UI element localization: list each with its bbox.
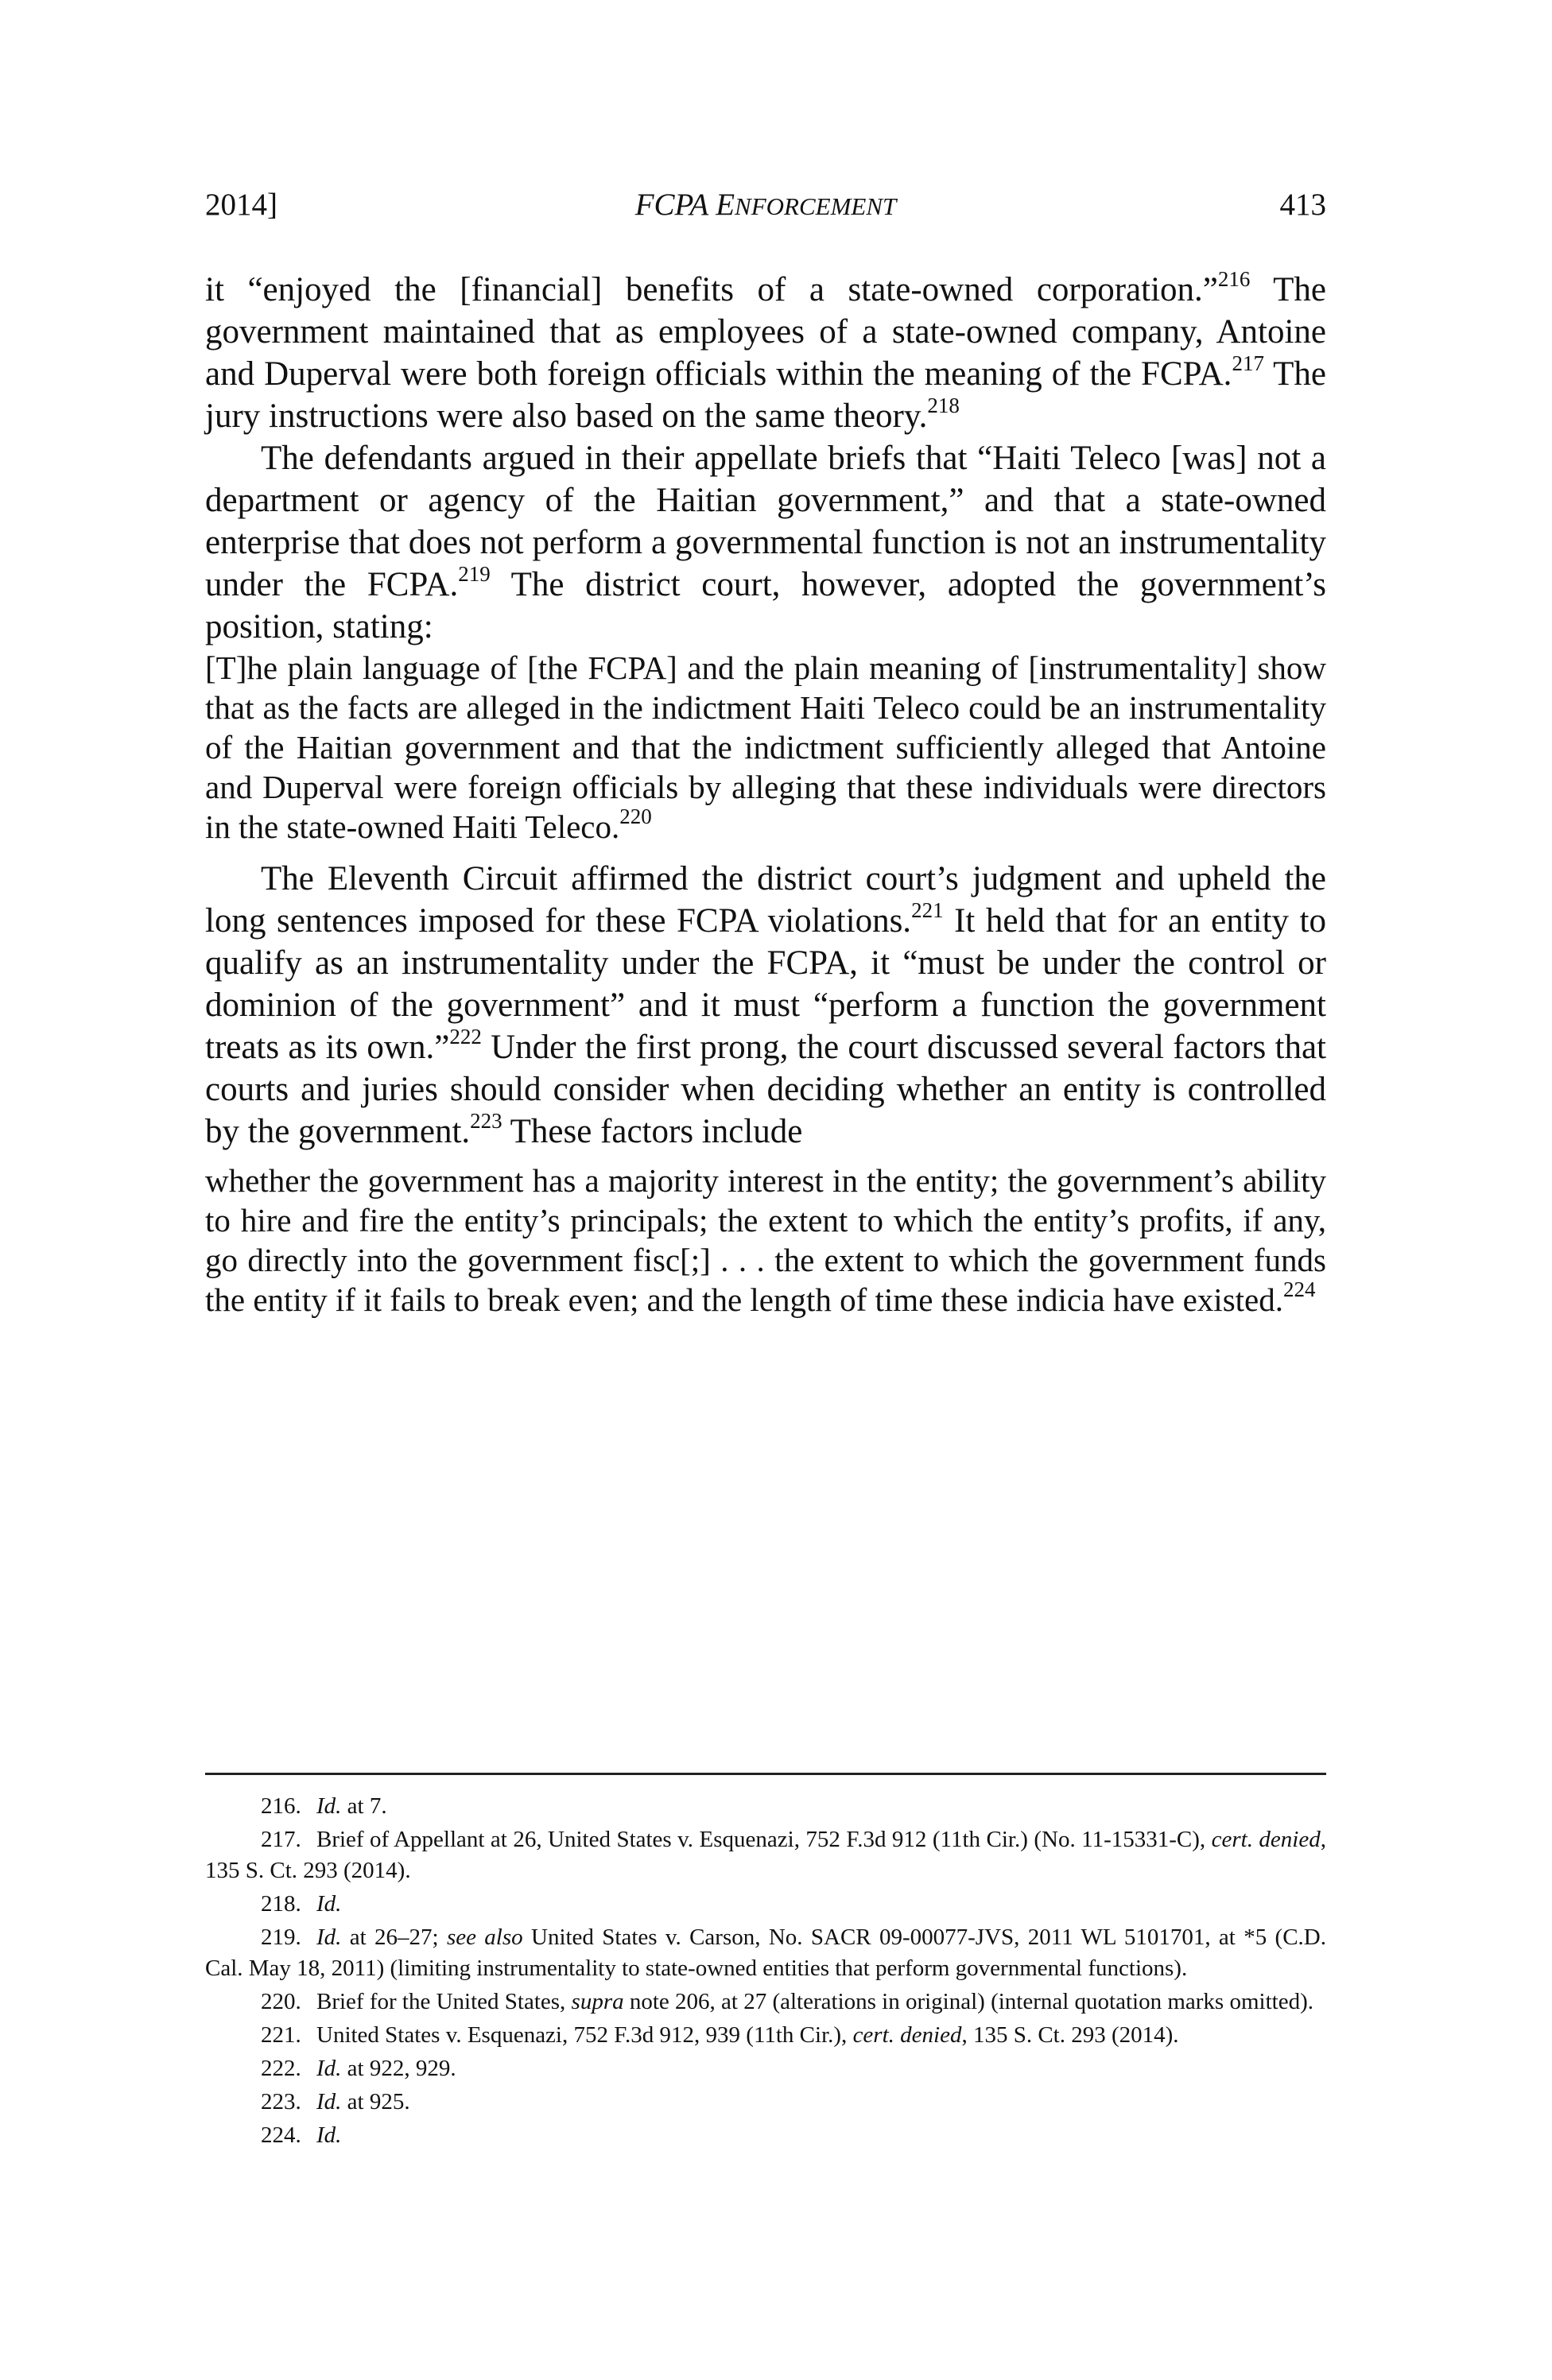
text-run: at 925. bbox=[341, 2089, 410, 2114]
text-run: Brief of Appellant at 26, United States v. Esquenazi, 752 F.3d 912 (11th Cir.) (No. 11-15331-C), bbox=[316, 1827, 1212, 1852]
text-run: [T]he plain language of [the FCPA] and the plain meaning of [instrumentality] show that as the facts are alleged in the indictment Haiti Teleco could be an instrumentality of the Haitian government and that the indictment sufficiently alleged that Antoine and Duperval were foreign officials by alleging that these individuals were directors in the state-owned Haiti Teleco. bbox=[205, 649, 1326, 845]
footnote-ref-222[interactable]: 222 bbox=[449, 1025, 482, 1049]
footnote-number: 221. bbox=[261, 2022, 301, 2048]
text-run: supra bbox=[571, 1989, 624, 2014]
paragraph-3 bbox=[205, 858, 1326, 1153]
block-quote-1 bbox=[205, 648, 1326, 847]
text-run: cert. denied bbox=[852, 2022, 962, 2048]
footnote-ref-224[interactable]: 224 bbox=[1282, 1277, 1316, 1301]
footnote-ref-221[interactable]: 221 bbox=[911, 898, 944, 922]
text-run: at 7. bbox=[341, 1793, 387, 1819]
text-run: Id. bbox=[316, 2089, 342, 2114]
text-run: at 26–27; bbox=[341, 1925, 447, 1950]
header-title-smallcaps: NFORCEMENT bbox=[735, 192, 897, 220]
paragraph-1 bbox=[205, 269, 1326, 437]
page-number: 413 bbox=[1279, 188, 1326, 222]
text-run: The district court, however, adopted the government’s position, stating: bbox=[205, 566, 1326, 645]
text-run: Id. bbox=[316, 1891, 342, 1917]
text-run: United States v. Carson, No. SACR 09-00077-JVS, 2011 WL 5101701, at *5 (C.D. Cal. May 18, 2011) (limiting instrumentality to state-owned entities that perform governmental functions). bbox=[205, 1925, 1326, 1981]
footnote-220 bbox=[205, 1987, 1326, 2018]
paragraph-2 bbox=[205, 437, 1326, 648]
text-run: it “enjoyed the [financial] benefits of a state-owned corporation.” bbox=[205, 271, 1218, 308]
text-run: cert. denied bbox=[1211, 1827, 1321, 1852]
footnote-219 bbox=[205, 1922, 1326, 1984]
block-quote-2 bbox=[205, 1161, 1326, 1320]
footnote-ref-218[interactable]: 218 bbox=[927, 393, 960, 417]
footnote-number: 219. bbox=[261, 1925, 301, 1950]
footnote-ref-217[interactable]: 217 bbox=[1232, 351, 1264, 375]
text-run: Id. bbox=[316, 1925, 342, 1950]
footnote-221 bbox=[205, 2020, 1326, 2051]
footnote-222 bbox=[205, 2053, 1326, 2084]
footnote-number: 218. bbox=[261, 1891, 301, 1917]
text-run: Id. bbox=[316, 2056, 342, 2081]
footnote-ref-216[interactable]: 216 bbox=[1217, 267, 1251, 291]
footnote-number: 224. bbox=[261, 2122, 301, 2148]
footnote-number: 217. bbox=[261, 1827, 301, 1852]
text-run: It held that for an entity to qualify as an instrumentality under the FCPA, it “must be under the control or dominion of the government” and it must “perform a function the government treats as its own.” bbox=[205, 902, 1326, 1066]
footnote-number: 222. bbox=[261, 2056, 301, 2081]
footnote-number: 220. bbox=[261, 1989, 301, 2014]
text-run: Brief for the United States, bbox=[316, 1989, 572, 2014]
text-run: at 922, 929. bbox=[341, 2056, 456, 2081]
text-run: note 206, at 27 (alterations in original) (internal quotation marks omitted). bbox=[623, 1989, 1313, 2014]
footnote-ref-220[interactable]: 220 bbox=[619, 804, 652, 828]
footnote-217 bbox=[205, 1824, 1326, 1886]
footnote-ref-219[interactable]: 219 bbox=[458, 562, 491, 586]
footnotes bbox=[205, 1791, 1326, 2153]
header-title-prefix: FCPA E bbox=[634, 188, 735, 222]
header-year: 2014] bbox=[205, 188, 277, 222]
text-run: The jury instructions were also based on the same theory. bbox=[205, 355, 1327, 435]
text-run: These factors include bbox=[502, 1113, 803, 1150]
text-run: Under the first prong, the court discussed several factors that courts and juries should consider when deciding whether an entity is controlled by the government. bbox=[205, 1029, 1326, 1150]
text-run: United States v. Esquenazi, 752 F.3d 912, 939 (11th Cir.), bbox=[316, 2022, 853, 2048]
text-run: The defendants argued in their appellate briefs that “Haiti Teleco [was] not a department or agency of the Haitian government,” and that a state-owned enterprise that does not perform a governmental function is not an instrumentality under the FCPA. bbox=[205, 440, 1326, 603]
header-title bbox=[205, 187, 1326, 223]
text-run: The Eleventh Circuit affirmed the district court’s judgment and upheld the long sentences imposed for these FCPA violations. bbox=[205, 860, 1326, 940]
text-run: Id. bbox=[316, 2122, 342, 2148]
footnote-ref-223[interactable]: 223 bbox=[470, 1109, 502, 1133]
text-run: see also bbox=[446, 1925, 523, 1950]
text-run: Id. bbox=[316, 1793, 342, 1819]
text-run: The government maintained that as employees of a state-owned company, Antoine and Duperval were both foreign officials within the meaning of the FCPA. bbox=[205, 271, 1326, 393]
footnote-223 bbox=[205, 2087, 1326, 2118]
main-text bbox=[205, 269, 1326, 1320]
footnote-number: 216. bbox=[261, 1793, 301, 1819]
text-run: , 135 S. Ct. 293 (2014). bbox=[961, 2022, 1179, 2048]
running-header bbox=[205, 187, 1326, 235]
footnote-number: 223. bbox=[261, 2089, 301, 2114]
footnote-divider bbox=[205, 1773, 1326, 1775]
footnote-224 bbox=[205, 2120, 1326, 2151]
footnote-218 bbox=[205, 1889, 1326, 1920]
footnote-216 bbox=[205, 1791, 1326, 1822]
text-run: whether the government has a majority interest in the entity; the government’s ability to hire and fire the entity’s principals; the extent to which the entity’s profits, if any, go directly into the government fisc[;] . . . the extent to which the government funds the entity if it fails to break even; and the length of time these indicia have existed. bbox=[205, 1162, 1326, 1318]
text-run: , 135 S. Ct. 293 (2014). bbox=[205, 1827, 1326, 1883]
